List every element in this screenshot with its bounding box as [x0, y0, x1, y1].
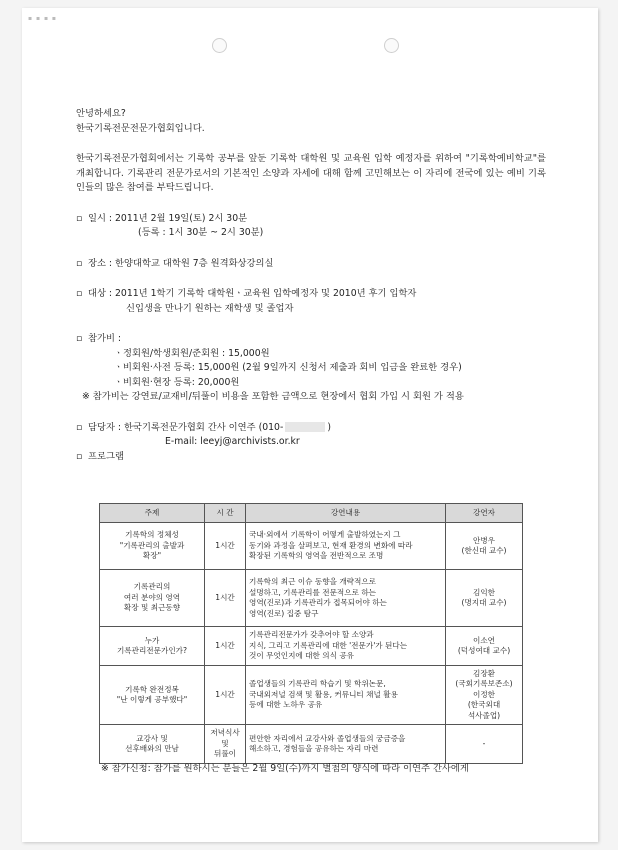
fee-title: 참가비 : — [88, 333, 122, 344]
header-content: 강연내용 — [246, 504, 446, 523]
fee-item: ㆍ비회원·사전 등록: 15,000원 (2월 9일까지 신청서 제출과 회비 입금을 완료한 경우) — [114, 362, 462, 373]
cell-speaker: 김익한 (명지대 교수) — [446, 570, 523, 627]
cell-topic: 교강사 및 선후배와의 만남 — [100, 725, 205, 764]
apply-note: ※ 참가신청: 참가를 원하시는 분들은 2월 9일(수)까지 별첨의 양식에 따라 이연주 간사에게 — [101, 763, 469, 774]
contact-line1-post: ) — [327, 421, 331, 433]
cell-speaker: 김장환 (국회기록보존소) 이정한 (한국외대 석사졸업) — [446, 666, 523, 725]
cell-speaker: 이소연 (덕성여대 교수) — [446, 627, 523, 666]
table-header-row — [100, 504, 523, 523]
cell-content: 기록관리전문가가 갖추어야 할 소양과 지식, 그리고 기록관리에 대한 '전문가'가 된다는 것이 무엇인지에 대한 의식 공유 — [246, 627, 446, 666]
bullet-icon: ▫ — [76, 333, 83, 344]
punch-hole-right — [384, 38, 399, 53]
place-section — [76, 257, 546, 272]
bullet-icon: ▫ — [76, 450, 83, 462]
contact-email: E-mail: leeyj@archivists.or.kr — [165, 436, 300, 447]
fee-item: ㆍ정회원/학생회원/준회원 : 15,000원 — [114, 347, 270, 359]
datetime-main: 일시 : 2011년 2월 19일(토) 2시 30분 — [88, 212, 248, 224]
cell-topic: 기록관리의 여러 분야의 영역 확장 및 최근동향 — [100, 570, 205, 627]
contact-section — [76, 421, 546, 450]
table-row — [100, 523, 523, 570]
cell-topic: 기록학 완전정복 "난 이렇게 공부했다" — [100, 666, 205, 725]
fee-section — [76, 332, 546, 390]
scan-corner-mark: ▪ ▪ ▪ ▪ — [28, 15, 57, 22]
cell-time: 저녁식사 및 뒤풀이 — [205, 725, 246, 764]
greeting-line1: 안녕하세요? — [76, 108, 126, 119]
cell-content: 편안한 자리에서 교강사와 졸업생들의 궁금증을 해소하고, 경험들을 공유하는 자리 마련 — [246, 725, 446, 764]
cell-content: 국내·외에서 기록학이 어떻게 출발하였는지 그 동기와 과정을 살펴보고, 현재 환경의 변화에 따라 확장된 기록학의 영역을 전반적으로 조명 — [246, 523, 446, 570]
fee-item: ㆍ비회원·현장 등록: 20,000원 — [114, 376, 240, 388]
cell-time: 1시간 — [205, 666, 246, 725]
header-topic: 주제 — [100, 504, 205, 523]
punch-hole-left — [212, 38, 227, 53]
cell-topic: 누가 기록관리전문가인가? — [100, 627, 205, 666]
redacted-phone — [285, 422, 325, 432]
greeting-line2: 한국기록전문전문가협회입니다. — [76, 122, 205, 134]
cell-speaker: - — [446, 725, 523, 764]
target-main: 대상 : 2011년 1학기 기록학 대학원ㆍ교육원 입학예정자 및 2010년 후기 입학자 — [88, 288, 417, 299]
bullet-icon: ▫ — [76, 212, 83, 224]
cell-speaker: 안병우 (한신대 교수) — [446, 523, 523, 570]
intro-paragraph: 한국기록전문가협회에서는 기록학 공부를 앞둔 기록학 대학원 및 교육원 입학 예정자를 위하여 "기록학예비학교"를 개최합니다. 기록관리 전문가로서의 기본적인 소양과 자세에 대해 함께 고민해보는 이 자리에 전국에 있는 예비 기록인들의 많은 참여를 부탁드립니다. — [76, 153, 546, 193]
table-row — [100, 570, 523, 627]
cell-content: 기록학의 최근 이슈 동향을 개략적으로 설명하고, 기록관리를 전문적으로 하는 영역(진로)과 기록관리가 접목되어야 하는 영역(진로) 집중 탐구 — [246, 570, 446, 627]
table-row — [100, 666, 523, 725]
table-row — [100, 627, 523, 666]
datetime-section — [76, 212, 546, 241]
bullet-icon: ▫ — [76, 288, 83, 299]
place-text: 장소 : 한양대학교 대학원 7층 원격화상강의실 — [88, 257, 274, 269]
cell-content: 졸업생들의 기록관리 학습기 및 학위논문, 국내외저널 검색 및 활용, 커뮤니티 채널 활용 등에 대한 노하우 공유 — [246, 666, 446, 725]
bullet-icon: ▫ — [76, 257, 83, 269]
cell-topic: 기록학의 정체성 "기록관리의 출발과 확장" — [100, 523, 205, 570]
bullet-icon: ▫ — [76, 421, 83, 433]
target-section — [76, 287, 546, 316]
header-time: 시 간 — [205, 504, 246, 523]
cell-time: 1시간 — [205, 627, 246, 666]
table-row — [100, 725, 523, 764]
contact-line1-pre: 담당자 : 한국기록전문가협회 간사 이연주 (010- — [88, 421, 284, 433]
target-sub: 신입생을 만나기 원하는 재학생 및 졸업자 — [126, 302, 294, 314]
program-heading — [76, 450, 546, 465]
datetime-sub: (등록 : 1시 30분 ~ 2시 30분) — [138, 227, 264, 238]
program-title: 프로그램 — [88, 450, 124, 462]
fee-note: ※ 참가비는 강연료/교재비/뒤풀이 비용을 포함한 금액으로 현장에서 협회 가입 시 회원 가 적용 — [82, 391, 464, 402]
program-table — [99, 503, 523, 764]
letter-body — [76, 107, 546, 464]
header-speaker: 강연자 — [446, 504, 523, 523]
cell-time: 1시간 — [205, 570, 246, 627]
cell-time: 1시간 — [205, 523, 246, 570]
